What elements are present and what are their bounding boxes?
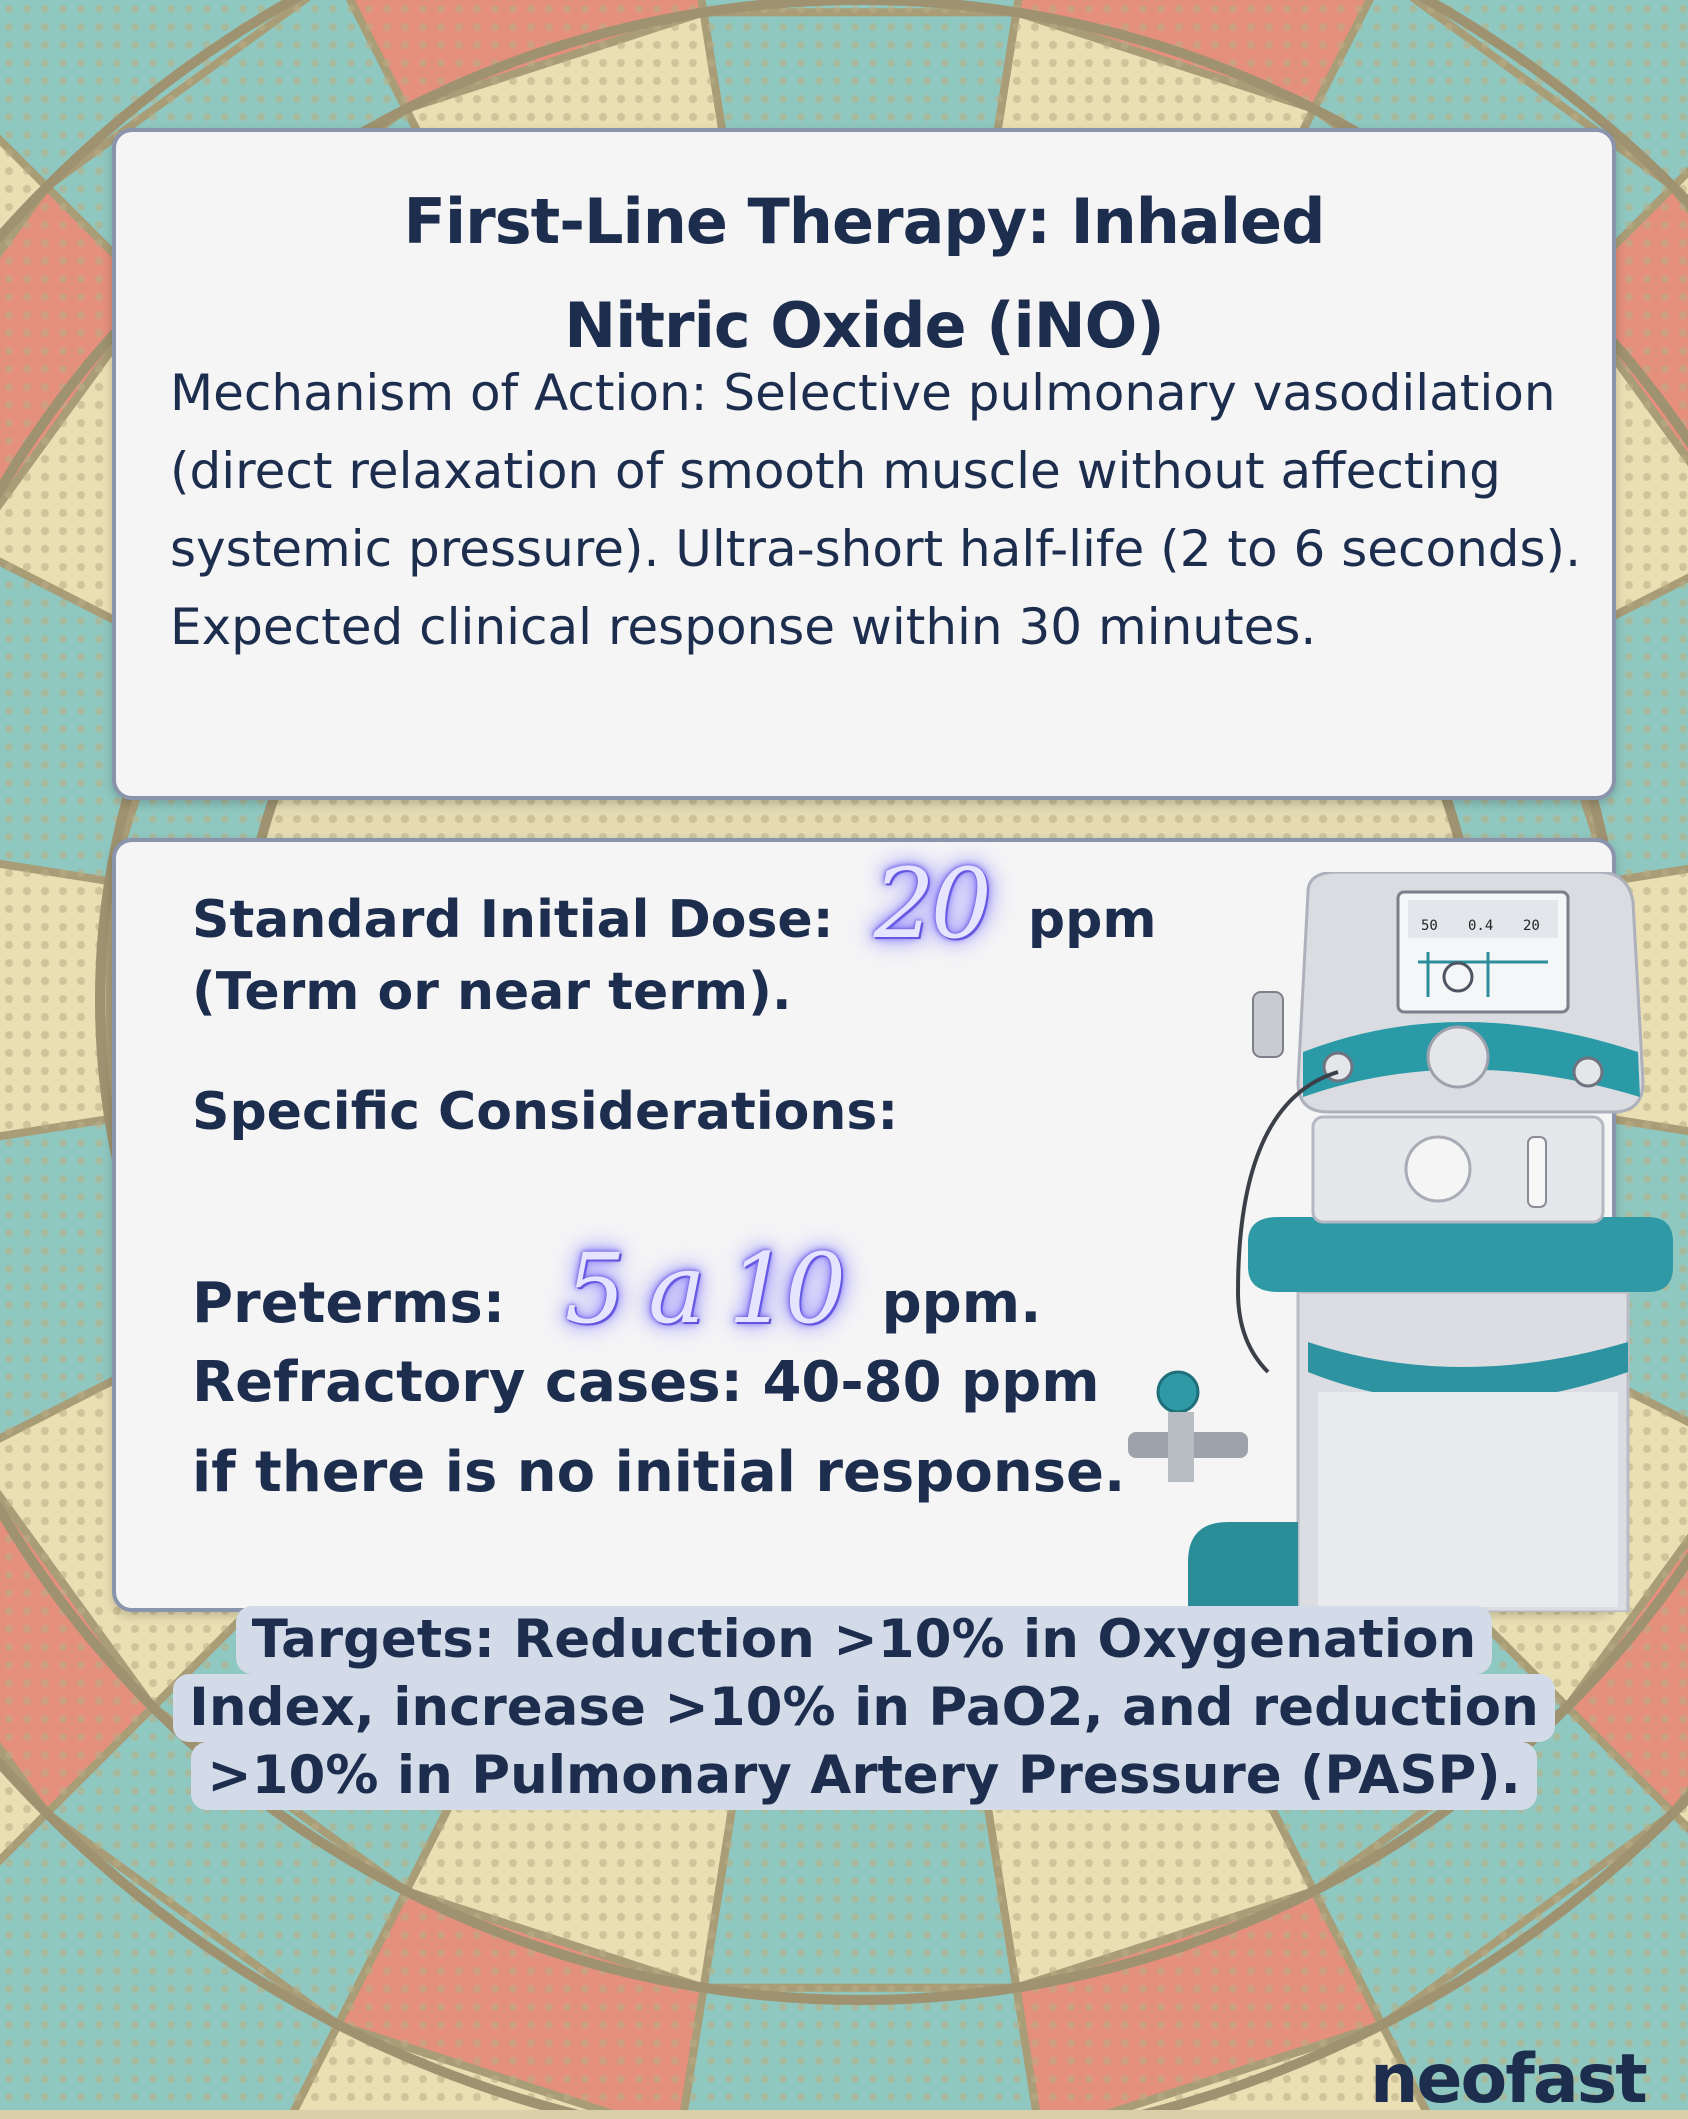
dose-unit: ppm [1027,890,1157,950]
screen-value-1: 50 [1421,918,1438,934]
refractory-line-1: Refractory cases: 40-80 ppm [192,1350,1100,1415]
dose-note: (Term or near term). [192,962,792,1022]
ino-delivery-device-image [1128,872,1688,1612]
dose-line [192,848,1157,960]
preterms-line [192,1233,1042,1349]
page-title [116,170,1612,378]
dose-label: Standard Initial Dose: [192,890,834,950]
mechanism-card [112,128,1616,800]
considerations-heading: Specific Considerations: [192,1082,899,1142]
screen-value-3: 20 [1523,918,1540,934]
preterms-unit: ppm. [881,1271,1042,1336]
dose-value: 20 [873,848,988,960]
mechanism-text: Mechanism of Action: Selective pulmonary vasodilation (direct relaxation of smooth muscle without affecting systemic pressure). Ultra-short half-life (2 to 6 seconds). Expected clinical response within 30 minutes. [170,364,1581,656]
targets-line-1: Targets: Reduction >10% in Oxygenation [236,1606,1492,1674]
targets-line-2: Index, increase >10% in PaO2, and reduction [173,1674,1555,1742]
brand-logo: neofast [1370,2040,1646,2119]
targets-line-3: >10% in Pulmonary Artery Pressure (PASP). [191,1742,1537,1810]
targets-banner [164,1606,1564,1810]
refractory-line-2: if there is no initial response. [192,1440,1126,1505]
preterms-value: 5 a 10 [564,1233,843,1345]
title-line-1: First-Line Therapy: Inhaled [403,185,1325,258]
title-line-2: Nitric Oxide (iNO) [564,289,1164,362]
preterms-label: Preterms: [192,1271,506,1336]
screen-value-2: 0.4 [1468,918,1494,934]
